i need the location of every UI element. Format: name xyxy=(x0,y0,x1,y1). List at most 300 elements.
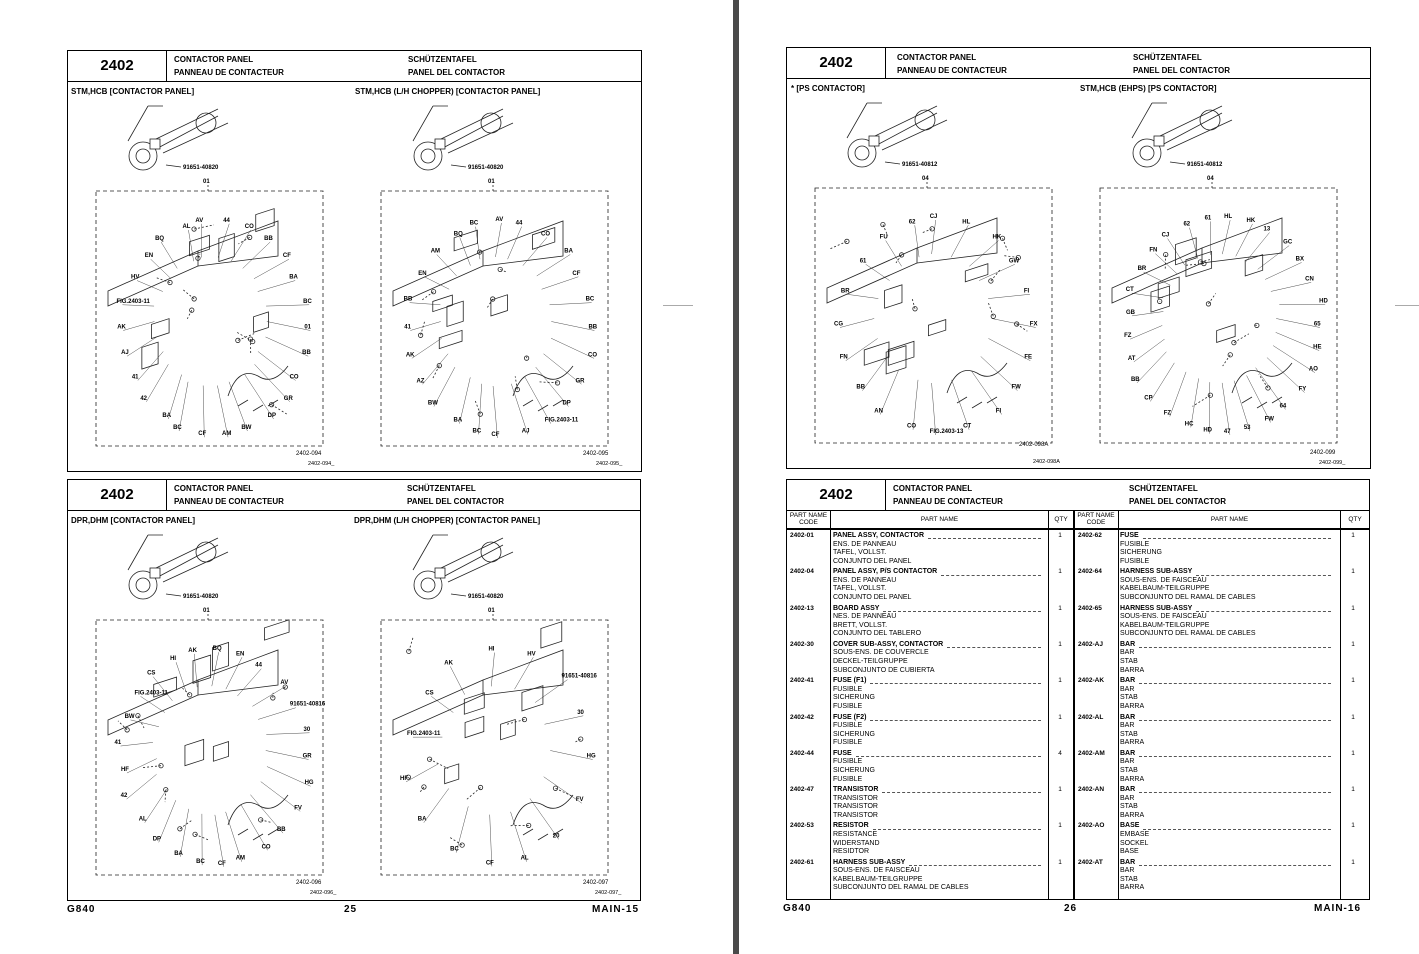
part-qty: 1 xyxy=(1058,677,1062,685)
part-name-translation: SICHERUNG xyxy=(1120,549,1163,557)
callout-label: BQ xyxy=(453,231,463,238)
title-de: SCHÜTZENTAFEL xyxy=(407,484,476,493)
part-name-en: BAR xyxy=(1120,713,1136,721)
callout-label: HI xyxy=(170,656,177,663)
part-name-en: RESISTOR xyxy=(833,822,869,830)
panel-top-right xyxy=(786,47,1371,469)
callout-label: 47 xyxy=(1223,428,1231,435)
title-en: CONTACTOR PANEL xyxy=(893,484,973,493)
truck-inset-illustration xyxy=(847,103,947,167)
callout-label: 65 xyxy=(1313,321,1321,328)
part-code: 2402-42 xyxy=(790,713,814,721)
part-qty: 1 xyxy=(1351,568,1355,576)
part-name-en: BASE xyxy=(1120,822,1140,830)
callout-label: CO xyxy=(261,844,271,851)
callout-label: BR xyxy=(1137,266,1147,273)
table-row xyxy=(1075,677,1369,713)
part-number-callout: 91651-40820 xyxy=(468,594,504,600)
assembly-number: 01 xyxy=(203,608,210,614)
callout-label: FE xyxy=(1024,354,1033,361)
callout-label: CT xyxy=(963,423,972,430)
part-name-translation: STAB xyxy=(1120,658,1138,666)
callout-label: BC xyxy=(585,296,595,303)
leader-line xyxy=(856,751,1041,757)
figure-caption: STM,HCB (EHPS) [PS CONTACTOR] xyxy=(1080,84,1217,93)
assembly-number: 04 xyxy=(1207,176,1214,182)
leader-line xyxy=(941,570,1041,576)
callout-label: DP xyxy=(562,400,571,407)
callout-label: DP xyxy=(152,836,162,843)
callout-label: FZ xyxy=(1124,333,1132,340)
table-row xyxy=(787,605,1073,641)
column-header-code: PART NAME CODE xyxy=(787,510,830,529)
part-name-translation: SOUS-ENS. DE FAISCEAU xyxy=(833,867,920,875)
part-number-callout: 91651-40812 xyxy=(902,162,938,168)
right-page xyxy=(739,0,1419,954)
part-code: 2402-44 xyxy=(790,749,814,757)
callout-label: BB xyxy=(1130,376,1140,383)
callout-label: HG xyxy=(304,780,314,787)
table-row xyxy=(1075,786,1369,822)
title-fr: PANNEAU DE CONTACTEUR xyxy=(174,68,284,77)
panel-header xyxy=(787,48,1370,79)
part-name-translation: KABELBAUM-TEILGRUPPE xyxy=(833,875,923,883)
part-name-translation: KABELBAUM-TEILGRUPPE xyxy=(1120,621,1210,629)
callout-label: FW xyxy=(1264,416,1274,423)
callout-label: CF xyxy=(572,270,581,277)
part-name-translation: STAB xyxy=(1120,730,1138,738)
exploded-view-frame xyxy=(96,620,323,875)
exploded-view-frame xyxy=(815,188,1052,443)
part-name-en: PANEL ASSY, CONTACTOR xyxy=(833,532,925,539)
table-row xyxy=(1075,822,1369,858)
table-row xyxy=(787,750,1073,786)
figure-sub-id: 2402-094_ xyxy=(308,461,335,467)
callout-label: CT xyxy=(1125,287,1134,294)
part-name-translation: BARRA xyxy=(1120,666,1145,674)
part-name-translation: BARRA xyxy=(1120,884,1145,892)
footer-section: MAIN-16 xyxy=(1314,903,1362,914)
figure-id: 2402-097 xyxy=(583,880,609,886)
part-code: 2402-62 xyxy=(1078,532,1102,539)
part-name-en: HARNESS SUB-ASSY xyxy=(833,858,906,866)
panel-top-left xyxy=(67,50,642,472)
callout-label: HK xyxy=(1246,217,1256,224)
callout-label: HV xyxy=(527,651,536,658)
table-row xyxy=(787,568,1073,604)
title-fr: PANNEAU DE CONTACTEUR xyxy=(174,497,284,506)
callout-label: CJ xyxy=(1161,232,1170,239)
part-name-translation: TRANSISTOR xyxy=(833,794,878,802)
callout-label: AK xyxy=(188,647,197,654)
part-name-en: BAR xyxy=(1120,640,1136,648)
leader-line xyxy=(1139,860,1331,866)
callout-label: AZ xyxy=(416,378,425,385)
footer-page-number: 25 xyxy=(344,904,358,915)
part-name-en: FUSE (F2) xyxy=(833,713,867,721)
callout-label: AM xyxy=(222,431,232,438)
figure-caption: DPR,DHM [CONTACTOR PANEL] xyxy=(71,516,195,525)
callout-label: BQ xyxy=(212,646,222,653)
part-name-translation: STAB xyxy=(1120,803,1138,811)
part-qty: 1 xyxy=(1351,532,1355,539)
footer-section: MAIN-15 xyxy=(592,904,640,915)
part-qty: 1 xyxy=(1351,640,1355,648)
part-qty: 1 xyxy=(1351,677,1355,685)
callout-label: BC xyxy=(469,220,479,227)
part-code: 2402-AK xyxy=(1078,677,1105,685)
callout-label: BW xyxy=(241,425,252,432)
figure-sub-id: 2402-099_ xyxy=(1319,460,1346,466)
title-en: CONTACTOR PANEL xyxy=(897,53,977,62)
callout-label: 44 xyxy=(255,662,262,669)
callout-label: CO xyxy=(588,352,598,359)
margin-mark xyxy=(1395,305,1419,306)
part-name-translation: FUSIBLE xyxy=(1120,557,1150,565)
exploded-diagram-2402-096 xyxy=(88,530,333,885)
part-name-translation: WIDERSTAND xyxy=(833,839,880,847)
callout-label: CO xyxy=(907,423,917,430)
exploded-diagram-2402-098A xyxy=(807,98,1062,453)
callout-label: GW xyxy=(1008,258,1020,265)
part-code: 2402-AJ xyxy=(1078,640,1103,648)
footer-page-number: 26 xyxy=(1064,903,1078,914)
title-es: PANEL DEL CONTACTOR xyxy=(408,68,506,77)
callout-label: 42 xyxy=(120,793,128,800)
part-name-translation: SUBCONJUNTO DEL RAMAL DE CABLES xyxy=(833,884,969,892)
callout-label: FIG.2403-13 xyxy=(929,429,964,435)
callout-label: BA xyxy=(289,274,298,281)
part-name-translation: BAR xyxy=(1120,685,1135,693)
table-row xyxy=(1075,714,1369,750)
part-name-translation: FUSIBLE xyxy=(833,739,863,747)
callout-label: HF xyxy=(400,775,409,782)
figure-caption: DPR,DHM (L/H CHOPPER) [CONTACTOR PANEL] xyxy=(354,516,541,525)
callout-label: BB xyxy=(276,827,286,834)
callout-label: AJ xyxy=(121,350,129,357)
part-name-translation: KABELBAUM-TEILGRUPPE xyxy=(1120,585,1210,593)
callout-label: DP xyxy=(267,412,276,419)
callout-label: CO xyxy=(244,223,254,230)
callout-label: HD xyxy=(1319,298,1328,305)
callout-label: BW xyxy=(427,400,438,407)
margin-mark xyxy=(663,305,693,306)
part-code: 2402-30 xyxy=(790,640,814,648)
leader-line xyxy=(1139,642,1331,648)
callout-label: 91651-40816 xyxy=(561,673,597,680)
figure-caption: STM,HCB [CONTACTOR PANEL] xyxy=(71,87,195,96)
part-name-translation: RESIDTOR xyxy=(833,848,870,856)
part-qty: 1 xyxy=(1058,822,1062,830)
callout-label: 41 xyxy=(131,374,139,381)
table-row xyxy=(787,714,1073,750)
title-fr: PANNEAU DE CONTACTEUR xyxy=(893,497,1003,506)
part-qty: 1 xyxy=(1058,532,1062,539)
panel-components xyxy=(827,218,1027,408)
callout-label: BC xyxy=(173,425,182,432)
callout-label: CS xyxy=(147,670,156,677)
callout-label: BA xyxy=(162,412,172,419)
exploded-view-frame xyxy=(381,191,608,446)
part-name xyxy=(1120,568,1335,602)
part-name-translation: CONJUNTO DEL PANEL xyxy=(833,557,912,565)
part-code: 2402-AT xyxy=(1078,858,1103,866)
callout-label: FIG.2403-11 xyxy=(544,417,579,424)
callout-label: BB xyxy=(302,350,311,357)
part-name-translation: TRANSISTOR xyxy=(833,811,878,819)
part-code: 2402-47 xyxy=(790,786,814,794)
part-name-translation: CONJUNTO DEL PANEL xyxy=(833,594,912,602)
callout-label: HI xyxy=(488,646,495,653)
callout-label: BA xyxy=(417,816,427,823)
part-name-translation: EMBASE xyxy=(1120,830,1150,838)
part-name-translation: BASE xyxy=(1120,848,1139,856)
callout-label: CG xyxy=(834,321,843,328)
part-code: 2402-AO xyxy=(1078,822,1105,830)
callout-label: CO xyxy=(289,374,299,381)
leader-line xyxy=(870,715,1041,721)
panel-parts-table xyxy=(786,479,1370,900)
table-row xyxy=(787,786,1073,822)
table-row xyxy=(1075,750,1369,786)
part-name-translation: SUBCONJUNTO DE CUBIERTA xyxy=(833,666,935,674)
table-row xyxy=(1075,605,1369,641)
part-name xyxy=(833,822,1045,856)
figure-id: 2402-095 xyxy=(583,451,609,457)
callout-label: 01 xyxy=(304,324,312,331)
callout-label: FU xyxy=(879,234,888,241)
callout-label: EN xyxy=(144,253,154,260)
figure-sub-id: 2402-095_ xyxy=(596,461,623,467)
callout-label: AK xyxy=(405,352,415,359)
part-qty: 4 xyxy=(1058,749,1062,757)
part-number-callout: 91651-40820 xyxy=(183,594,219,600)
part-name-en: BAR xyxy=(1120,858,1136,866)
leader-line xyxy=(1196,570,1331,576)
figure-id: 2402-096 xyxy=(296,880,322,886)
callout-label: AL xyxy=(182,223,191,230)
leader-line xyxy=(1139,751,1331,757)
part-name-translation: SOCKEL xyxy=(1120,839,1149,847)
part-qty: 1 xyxy=(1058,713,1062,721)
part-qty: 1 xyxy=(1058,640,1062,648)
callout-label: HD xyxy=(1203,427,1212,434)
leader-line xyxy=(1196,606,1331,612)
exploded-diagram-2402-097 xyxy=(373,530,618,885)
table-row xyxy=(787,677,1073,713)
exploded-view-frame xyxy=(381,620,608,875)
callout-label: AV xyxy=(495,217,504,223)
part-name xyxy=(833,677,1045,711)
callout-label: 53 xyxy=(1243,425,1251,432)
part-name-translation: TRANSISTOR xyxy=(833,803,878,811)
callout-label: EN xyxy=(236,651,245,658)
part-code: 2402-61 xyxy=(790,858,814,866)
callout-label: AM xyxy=(430,248,441,255)
part-code: 2402-AN xyxy=(1078,786,1105,794)
callout-label: CN xyxy=(1305,276,1314,283)
callout-label: BA xyxy=(174,850,183,857)
leader-line xyxy=(870,678,1041,684)
leader-line xyxy=(928,533,1041,539)
callout-label: GR xyxy=(302,753,312,760)
part-name xyxy=(833,532,1045,566)
callout-label: AL xyxy=(520,855,529,862)
callout-label: FY xyxy=(1298,386,1307,393)
table-row xyxy=(1075,532,1369,568)
panel-bottom-left xyxy=(67,479,641,901)
column-header-name: PART NAME xyxy=(831,510,1048,529)
title-de: SCHÜTZENTAFEL xyxy=(1133,53,1202,62)
callout-label: BB xyxy=(264,236,273,243)
callout-label: BQ xyxy=(155,236,165,243)
callout-label: FIG.2403-11 xyxy=(406,731,441,738)
callout-label: 44 xyxy=(223,217,230,224)
part-name-translation: CONJUNTO DEL TABLERO xyxy=(833,630,922,638)
part-name-translation: BAR xyxy=(1120,649,1135,657)
part-name-translation: STAB xyxy=(1120,875,1138,883)
part-name-translation: FUSIBLE xyxy=(833,722,863,730)
parts-table xyxy=(787,510,1369,899)
callout-label: CF xyxy=(198,431,207,438)
callout-label: 44 xyxy=(515,220,523,227)
part-name-translation: SICHERUNG xyxy=(833,694,876,702)
callout-label: AT xyxy=(1127,355,1136,362)
part-code: 2402-53 xyxy=(790,822,814,830)
callout-label: CJ xyxy=(929,214,938,220)
part-name-translation: ENS. DE PANNEAU xyxy=(833,576,897,584)
callout-label: AV xyxy=(280,679,289,686)
panel-components xyxy=(108,620,289,843)
callout-label: GR xyxy=(283,395,293,402)
exploded-diagram-2402-095 xyxy=(373,101,618,456)
callout-label: 62 xyxy=(908,219,916,226)
part-code: 2402-04 xyxy=(790,568,814,576)
part-name-translation: DECKEL-TEILGRUPPE xyxy=(833,658,908,666)
part-name-translation: BRETT, VOLLST. xyxy=(833,621,888,629)
part-name xyxy=(1120,786,1335,820)
part-name xyxy=(833,641,1045,675)
callout-label: FN xyxy=(1149,247,1158,254)
callout-label: BX xyxy=(1295,256,1304,263)
callout-label: FV xyxy=(575,797,584,804)
callout-label: 30 xyxy=(303,726,311,733)
part-name-translation: FUSIBLE xyxy=(1120,540,1150,548)
part-name-translation: FUSIBLE xyxy=(833,702,863,710)
footer-model: G840 xyxy=(783,903,812,914)
part-name xyxy=(833,605,1045,639)
part-name xyxy=(833,859,1045,893)
truck-inset-illustration xyxy=(1132,103,1232,167)
part-qty: 1 xyxy=(1351,858,1355,866)
callout-label: HL xyxy=(1224,214,1233,221)
assembly-number: 01 xyxy=(203,179,210,185)
column-header-name: PART NAME xyxy=(1119,510,1340,529)
part-code: 2402-65 xyxy=(1078,604,1102,612)
title-en: CONTACTOR PANEL xyxy=(174,55,254,64)
callout-label: AO xyxy=(1308,366,1318,373)
figure-sub-id: 2402-098A xyxy=(1033,459,1060,465)
callout-label: CF xyxy=(491,432,500,438)
part-code: 2402-AL xyxy=(1078,713,1104,721)
callout-label: HL xyxy=(962,219,971,226)
callout-label: HC xyxy=(1184,421,1194,428)
leader-line xyxy=(1139,787,1331,793)
part-name-translation: ENS. DE PANNEAU xyxy=(833,540,897,548)
callout-label: CF xyxy=(282,253,291,260)
part-name-translation: BAR xyxy=(1120,867,1135,875)
part-qty: 1 xyxy=(1351,604,1355,612)
callout-label: GC xyxy=(1283,239,1293,246)
callout-label: BA xyxy=(453,417,463,424)
table-row xyxy=(1075,641,1369,677)
callout-label: AK xyxy=(117,324,126,331)
callout-label: 41 xyxy=(114,740,122,747)
part-name-en: BAR xyxy=(1120,677,1136,685)
part-name xyxy=(1120,714,1335,748)
leader-line xyxy=(1143,533,1331,539)
part-name-translation: FUSIBLE xyxy=(833,685,863,693)
footer-model: G840 xyxy=(67,904,96,915)
part-name-translation: FUSIBLE xyxy=(833,758,863,766)
part-name-translation: BARRA xyxy=(1120,702,1145,710)
panel-header xyxy=(68,480,640,511)
panel-number: 2402 xyxy=(68,51,167,81)
part-name xyxy=(1120,859,1335,893)
figure-id: 2402-094 xyxy=(296,451,322,457)
callout-label: CO xyxy=(541,231,551,238)
part-name-translation: NES. DE PANNEAU xyxy=(833,613,897,621)
part-name-en: FUSE xyxy=(833,749,852,757)
truck-inset-illustration xyxy=(413,106,513,170)
callout-label: FX xyxy=(1029,321,1038,328)
assembly-number: 01 xyxy=(488,608,495,614)
callout-label: BC xyxy=(450,846,459,853)
callout-label: FZ xyxy=(1163,410,1172,417)
title-es: PANEL DEL CONTACTOR xyxy=(407,497,505,506)
part-name-translation: STAB xyxy=(1120,766,1138,774)
callout-label: FN xyxy=(839,354,848,361)
callout-label: 42 xyxy=(140,395,148,402)
leader-line xyxy=(1139,678,1331,684)
part-name-en: TRANSISTOR xyxy=(833,786,879,794)
part-name-translation: SUBCONJUNTO DEL RAMAL DE CABLES xyxy=(1120,630,1256,638)
part-number-callout: 91651-40812 xyxy=(1187,162,1223,168)
callout-label: EN xyxy=(418,270,427,277)
title-en: CONTACTOR PANEL xyxy=(174,484,254,493)
callout-label: HF xyxy=(120,766,129,773)
part-name xyxy=(1120,605,1335,639)
panel-components xyxy=(393,221,573,416)
part-qty: 1 xyxy=(1058,568,1062,576)
part-name-translation: FUSIBLE xyxy=(833,775,863,783)
assembly-number: 04 xyxy=(922,176,929,182)
panel-header xyxy=(787,480,1369,511)
part-name xyxy=(1120,822,1335,856)
callout-label: HE xyxy=(1313,344,1322,351)
title-de: SCHÜTZENTAFEL xyxy=(1129,484,1198,493)
truck-inset-illustration xyxy=(413,535,513,599)
assembly-number: 01 xyxy=(488,179,495,185)
callout-label: BA xyxy=(564,248,573,255)
part-qty: 1 xyxy=(1058,786,1062,794)
leader-line xyxy=(1143,824,1331,830)
leader-line xyxy=(1139,715,1331,721)
title-de: SCHÜTZENTAFEL xyxy=(408,55,477,64)
callout-label: FW xyxy=(1011,384,1021,391)
truck-inset-illustration xyxy=(128,535,228,599)
callout-label: FIG.2403-11 xyxy=(116,298,150,305)
